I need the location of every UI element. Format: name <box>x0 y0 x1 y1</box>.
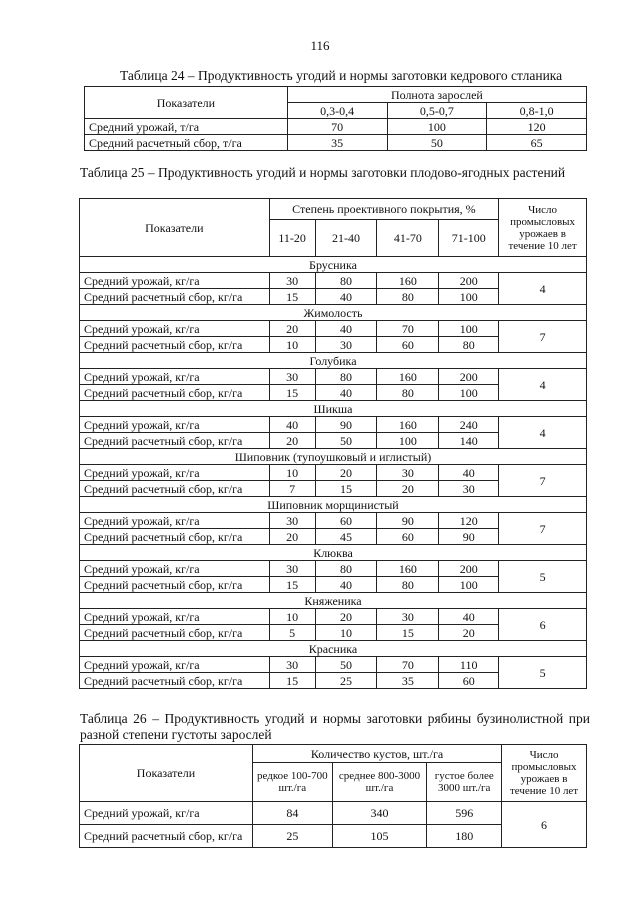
table-row <box>85 119 587 135</box>
table-cell: 20 <box>315 609 377 625</box>
table25-header-indicators: Показатели <box>80 199 270 257</box>
table-cell: 65 <box>487 135 587 151</box>
row-label: Средний расчетный сбор, кг/га <box>80 825 253 848</box>
table-cell: 340 <box>332 802 427 825</box>
table-cell-years: 4 <box>499 369 587 401</box>
table-cell: 40 <box>439 465 499 481</box>
table-cell: 60 <box>439 673 499 689</box>
table25 <box>79 198 587 689</box>
table-cell: 105 <box>332 825 427 848</box>
table24-column-header: 0,8-1,0 <box>487 103 587 119</box>
table-cell: 30 <box>269 273 315 289</box>
table-cell: 80 <box>315 273 377 289</box>
row-label: Средний урожай, кг/га <box>80 561 270 577</box>
row-label: Средний расчетный сбор, кг/га <box>80 577 270 593</box>
table-cell-years: 7 <box>499 513 587 545</box>
table-cell: 30 <box>269 513 315 529</box>
table-cell-years: 7 <box>499 465 587 497</box>
table-cell: 25 <box>252 825 332 848</box>
table-row <box>80 321 587 337</box>
table-cell: 35 <box>287 135 387 151</box>
table-cell: 35 <box>377 673 439 689</box>
table-cell: 30 <box>269 369 315 385</box>
row-label: Средний урожай, кг/га <box>80 657 270 673</box>
table25-column-header: 71-100 <box>439 220 499 257</box>
table-cell: 140 <box>439 433 499 449</box>
table-cell: 80 <box>439 337 499 353</box>
table-cell: 7 <box>269 481 315 497</box>
row-label: Средний урожай, кг/га <box>80 321 270 337</box>
table-cell: 80 <box>315 369 377 385</box>
table-cell: 40 <box>315 577 377 593</box>
table-cell: 90 <box>377 513 439 529</box>
row-label: Средний урожай, кг/га <box>80 369 270 385</box>
species-group-header: Шикша <box>80 401 587 417</box>
table-cell: 180 <box>427 825 502 848</box>
row-label: Средний расчетный сбор, кг/га <box>80 289 270 305</box>
species-group-header: Красника <box>80 641 587 657</box>
table26-header-indicators: Показатели <box>80 745 253 802</box>
row-label: Средний расчетный сбор, кг/га <box>80 337 270 353</box>
table-cell: 100 <box>439 321 499 337</box>
row-label: Средний урожай, кг/га <box>80 273 270 289</box>
row-label: Средний расчетный сбор, кг/га <box>80 385 270 401</box>
table-cell: 30 <box>439 481 499 497</box>
table-cell: 45 <box>315 529 377 545</box>
table-cell: 60 <box>377 529 439 545</box>
table-cell: 70 <box>377 321 439 337</box>
table-cell: 60 <box>315 513 377 529</box>
table-cell: 80 <box>315 561 377 577</box>
table-cell: 120 <box>487 119 587 135</box>
table-cell: 20 <box>377 481 439 497</box>
table-cell-years: 7 <box>499 321 587 353</box>
species-group-header: Княженика <box>80 593 587 609</box>
row-label: Средний расчетный сбор, кг/га <box>80 673 270 689</box>
species-group-header: Голубика <box>80 353 587 369</box>
table-row <box>80 657 587 673</box>
table26-column-header: густое более 3000 шт./га <box>427 763 502 802</box>
species-group-header: Шиповник (тупоушковый и иглистый) <box>80 449 587 465</box>
page-number: 116 <box>310 38 330 53</box>
table-row <box>80 465 587 481</box>
table-cell: 30 <box>269 561 315 577</box>
table-cell: 15 <box>269 673 315 689</box>
table-cell: 160 <box>377 273 439 289</box>
table24 <box>84 86 587 151</box>
table-cell: 25 <box>315 673 377 689</box>
table25-caption: Таблица 25 – Продуктивность угодий и нормы заготовки плодово-ягодных растений <box>80 165 566 180</box>
table26 <box>79 744 587 848</box>
table-cell: 200 <box>439 369 499 385</box>
table-cell: 15 <box>269 577 315 593</box>
table-cell: 15 <box>269 289 315 305</box>
table-cell: 15 <box>315 481 377 497</box>
table-cell: 10 <box>269 609 315 625</box>
table25-column-header: 11-20 <box>269 220 315 257</box>
table-cell: 40 <box>439 609 499 625</box>
table-cell: 50 <box>315 657 377 673</box>
table-cell: 40 <box>315 385 377 401</box>
table-cell-years: 6 <box>499 609 587 641</box>
table-cell: 30 <box>269 657 315 673</box>
table-cell: 100 <box>439 385 499 401</box>
table-cell: 20 <box>269 433 315 449</box>
table25-column-header: 41-70 <box>377 220 439 257</box>
table-cell: 15 <box>377 625 439 641</box>
table-cell: 70 <box>287 119 387 135</box>
table-cell: 90 <box>439 529 499 545</box>
table25-years-header: Число промысловых урожаев в течение 10 лет <box>499 199 587 257</box>
table-cell: 120 <box>439 513 499 529</box>
table-row <box>80 802 587 825</box>
table26-column-header: редкое 100-700 шт./га <box>252 763 332 802</box>
species-group-header: Шиповник морщинистый <box>80 497 587 513</box>
table-row <box>80 513 587 529</box>
row-label: Средний расчетный сбор, кг/га <box>80 625 270 641</box>
table-row <box>85 135 587 151</box>
table-cell: 50 <box>315 433 377 449</box>
table-cell: 100 <box>439 577 499 593</box>
table-cell: 10 <box>269 465 315 481</box>
table-cell: 160 <box>377 561 439 577</box>
row-label: Средний урожай, кг/га <box>80 802 253 825</box>
table-cell: 5 <box>269 625 315 641</box>
table-cell: 160 <box>377 369 439 385</box>
table24-group-header: Полнота зарослей <box>287 87 586 103</box>
species-group-header: Жимолость <box>80 305 587 321</box>
species-group-header: Клюква <box>80 545 587 561</box>
table-cell-years: 5 <box>499 657 587 689</box>
table-cell: 100 <box>387 119 487 135</box>
table-cell: 10 <box>315 625 377 641</box>
table-cell: 160 <box>377 417 439 433</box>
table-cell: 80 <box>377 385 439 401</box>
row-label: Средний расчетный сбор, кг/га <box>80 481 270 497</box>
row-label: Средний урожай, кг/га <box>80 609 270 625</box>
table-cell: 100 <box>377 433 439 449</box>
row-label: Средний расчетный сбор, кг/га <box>80 529 270 545</box>
table-cell: 40 <box>315 321 377 337</box>
table-cell: 240 <box>439 417 499 433</box>
table-cell: 50 <box>387 135 487 151</box>
table24-column-header: 0,3-0,4 <box>287 103 387 119</box>
table-cell: 200 <box>439 273 499 289</box>
table-cell: 84 <box>252 802 332 825</box>
species-group-header: Брусника <box>80 257 587 273</box>
row-label: Средний расчетный сбор, кг/га <box>80 433 270 449</box>
table24-column-header: 0,5-0,7 <box>387 103 487 119</box>
table25-column-header: 21-40 <box>315 220 377 257</box>
row-label: Средний урожай, кг/га <box>80 417 270 433</box>
table-cell: 30 <box>377 609 439 625</box>
row-label: Средний расчетный сбор, т/га <box>85 135 288 151</box>
table-cell: 60 <box>377 337 439 353</box>
row-label: Средний урожай, кг/га <box>80 465 270 481</box>
table-cell: 20 <box>269 321 315 337</box>
table-cell: 110 <box>439 657 499 673</box>
table-cell: 70 <box>377 657 439 673</box>
table-cell-years: 4 <box>499 273 587 305</box>
table-row <box>80 273 587 289</box>
table-cell: 596 <box>427 802 502 825</box>
table-row <box>80 609 587 625</box>
table-cell: 80 <box>377 289 439 305</box>
table-cell: 200 <box>439 561 499 577</box>
table24-caption: Таблица 24 – Продуктивность угодий и нормы заготовки кедрового стланика <box>120 68 563 83</box>
table-cell-years: 6 <box>502 802 587 848</box>
table-cell-years: 5 <box>499 561 587 593</box>
table26-years-header: Число промысловых урожаев в течение 10 лет <box>502 745 587 802</box>
row-label: Средний урожай, т/га <box>85 119 288 135</box>
table24-header-indicators: Показатели <box>85 87 288 119</box>
table-cell: 20 <box>269 529 315 545</box>
table-cell: 20 <box>439 625 499 641</box>
table26-column-header: среднее 800-3000 шт./га <box>332 763 427 802</box>
table-cell-years: 4 <box>499 417 587 449</box>
table-cell: 10 <box>269 337 315 353</box>
table-cell: 90 <box>315 417 377 433</box>
table-row <box>80 417 587 433</box>
table-cell: 15 <box>269 385 315 401</box>
table26-group-header: Количество кустов, шт./га <box>252 745 501 763</box>
table-cell: 80 <box>377 577 439 593</box>
table-cell: 30 <box>377 465 439 481</box>
table-row <box>80 369 587 385</box>
table25-group-header: Степень проективного покрытия, % <box>269 199 498 220</box>
table-cell: 40 <box>315 289 377 305</box>
table-row <box>80 561 587 577</box>
row-label: Средний урожай, кг/га <box>80 513 270 529</box>
table-cell: 100 <box>439 289 499 305</box>
table26-caption: Таблица 26 – Продуктивность угодий и нормы заготовки рябины бузинолистной при разной степени густоты зарослей <box>80 711 590 742</box>
table-cell: 30 <box>315 337 377 353</box>
table-cell: 20 <box>315 465 377 481</box>
table-cell: 40 <box>269 417 315 433</box>
